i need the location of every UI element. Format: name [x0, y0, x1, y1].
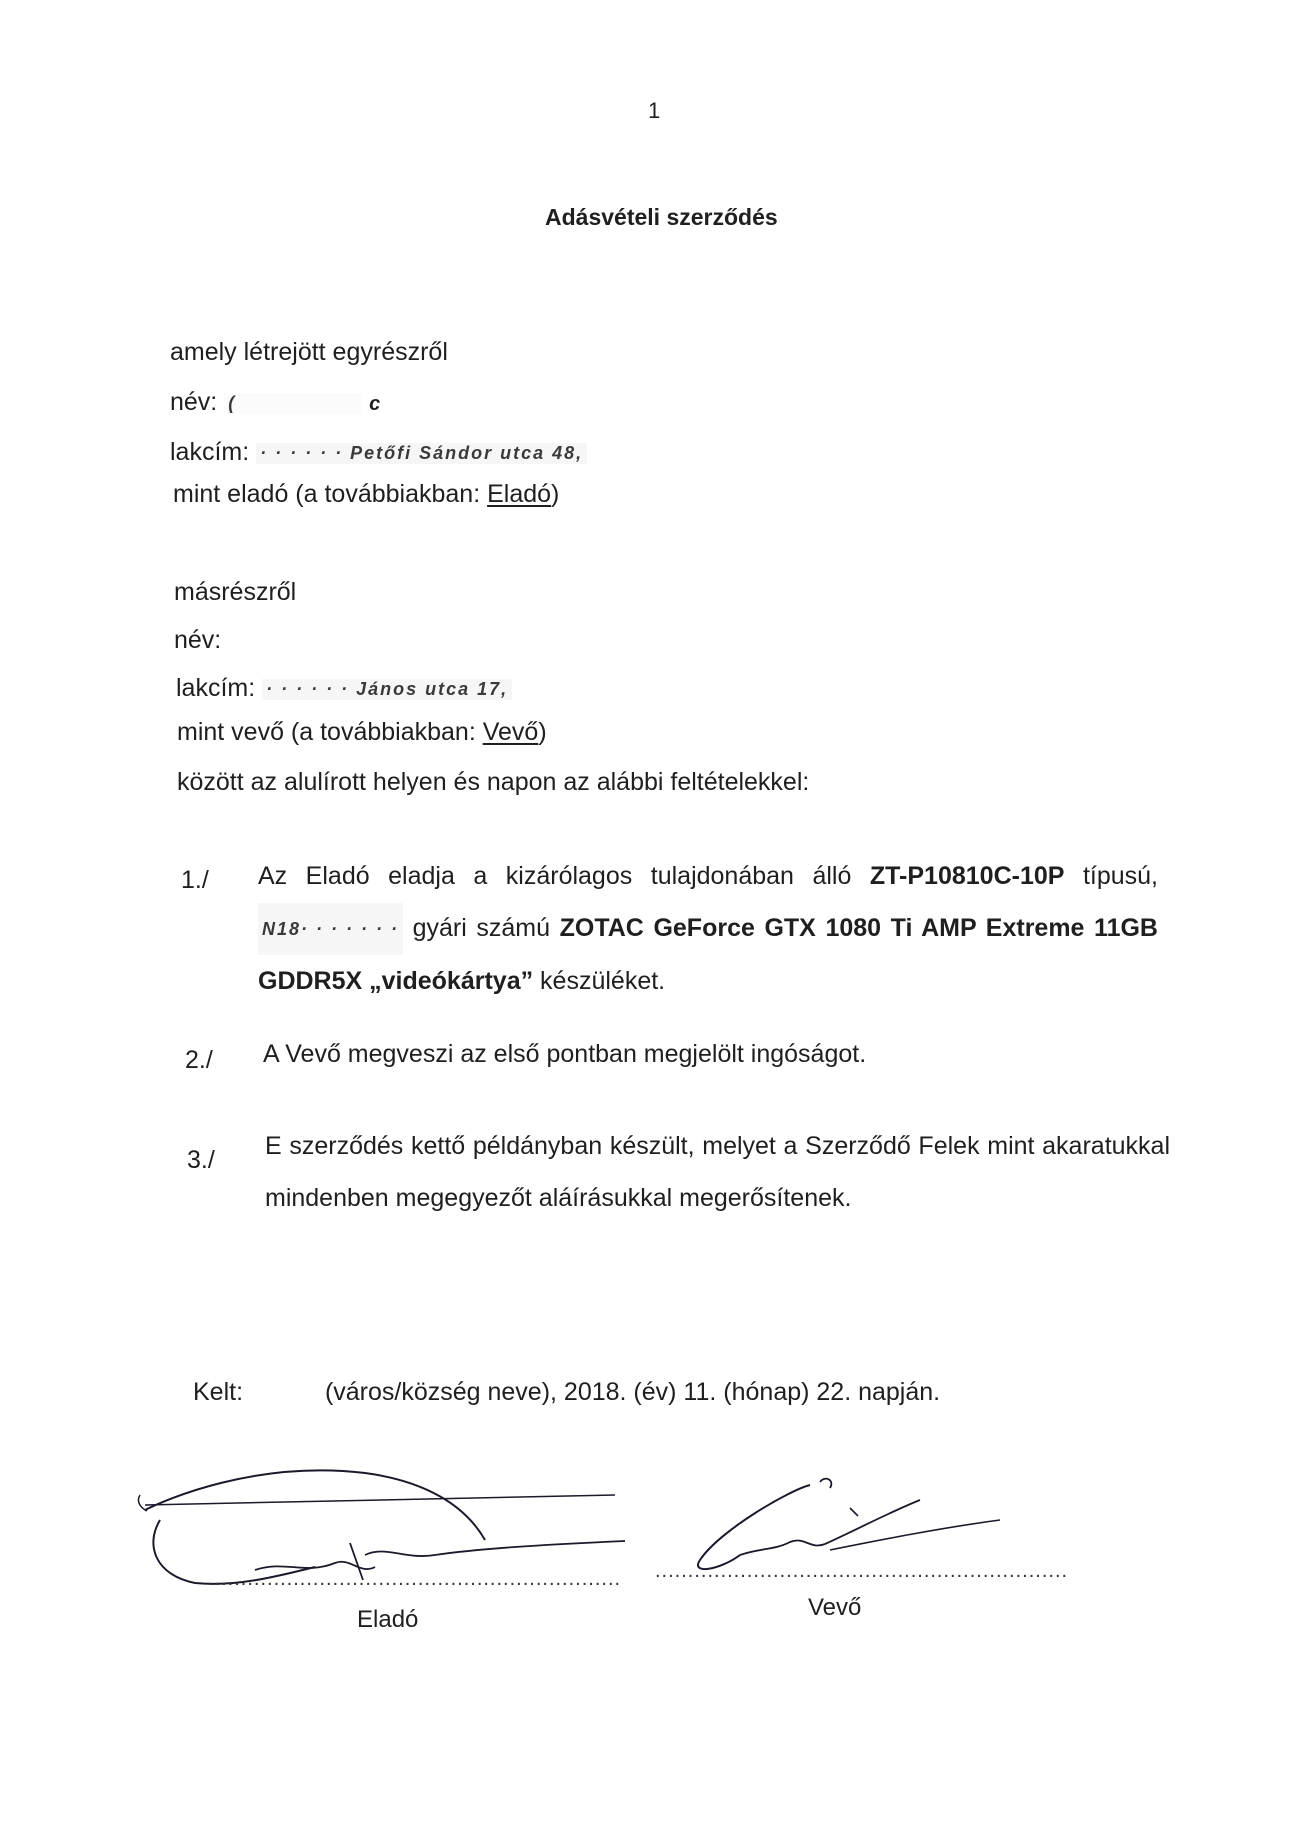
- date-line: [193, 1378, 940, 1407]
- party1-name-end: c: [369, 393, 381, 415]
- seller-label: Eladó: [357, 1606, 419, 1633]
- party2-role-line: [177, 718, 547, 747]
- party2-address-label: lakcím:: [176, 674, 256, 702]
- party2-address-redaction: · · · · · · János utca 17,: [262, 679, 512, 700]
- party2-name-label: név:: [174, 626, 222, 654]
- item-1-text-b: típusú,: [1064, 862, 1158, 890]
- document-title: Adásvételi szerződés: [545, 204, 778, 230]
- date-text: (város/község neve), 2018. (év) 11. (hónap) 22. napján.: [324, 1378, 941, 1406]
- party1-role-line: [173, 480, 559, 509]
- party1-address-line: [170, 438, 587, 467]
- buyer-label: Vevő: [808, 1594, 862, 1621]
- item-1-serial-redaction: N18· · · · · · ·: [258, 903, 403, 955]
- party2-intro: másrészről: [174, 578, 297, 606]
- item-1-text-c: gyári számú: [403, 914, 560, 942]
- party1-name-redaction: (: [224, 393, 362, 414]
- seller-signature-line: ...............................................................: [208, 1568, 622, 1590]
- party1-name-label: név:: [170, 388, 218, 416]
- date-label: Kelt:: [193, 1378, 244, 1406]
- item-1-text-d: készüléket.: [533, 967, 666, 996]
- party1-role-close: ): [551, 480, 560, 508]
- item-1-number: 1./: [181, 866, 209, 894]
- buyer-signature-line: ...............................................................: [655, 1560, 1069, 1582]
- item-3-text: E szerződés kettő példányban készült, melyet a Szerződő Felek mint akaratukkal mindenben megegyezőt aláírásukkal megerősítenek.: [265, 1132, 1170, 1212]
- item-1-text-a: Az Eladó eladja a kizárólagos tulajdonában álló: [258, 862, 870, 890]
- party1-intro: amely létrejött egyrészről: [170, 338, 448, 366]
- party2-role-text: mint vevő (a továbbiakban:: [177, 718, 483, 746]
- item-2-text: A Vevő megveszi az első pontban megjelölt ingóságot.: [263, 1040, 867, 1068]
- item-1-type-code: ZT-P10810C-10P: [869, 862, 1065, 890]
- item-1-product: ZOTAC GeForce GTX 1080 Ti AMP Extreme 11GB GDDR5X „videókártya”: [258, 914, 1158, 996]
- page-number: 1: [648, 98, 661, 123]
- party1-name-line: [170, 388, 380, 417]
- item-2-number: 2./: [185, 1046, 213, 1074]
- party2-role-close: ): [538, 718, 547, 746]
- party2-role-name: Vevő: [482, 718, 539, 746]
- party1-role-text: mint eladó (a továbbiakban:: [173, 480, 488, 508]
- item-3-number: 3./: [187, 1146, 215, 1174]
- party1-role-name: Eladó: [487, 480, 552, 508]
- party1-address-redaction: · · · · · · Petőfi Sándor utca 48,: [256, 443, 587, 464]
- party1-address-label: lakcím:: [170, 438, 250, 466]
- party2-address-line: [176, 674, 512, 703]
- conditions-intro: között az alulírott helyen és napon az alábbi feltételekkel:: [177, 768, 810, 796]
- item-1-text: [258, 850, 1158, 1007]
